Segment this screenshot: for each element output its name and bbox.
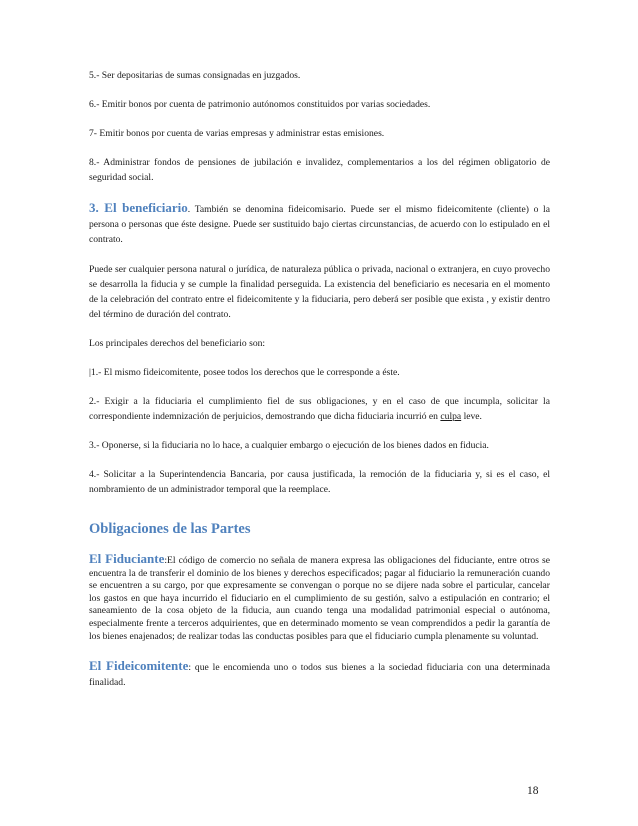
page-content (89, 68, 550, 690)
beneficiario-paragraph: Puede ser cualquier persona natural o jurídica, de naturaleza pública o privada, nacional o extranjera, en cuyo provecho se desarrolla la fiducia y se cumple la finalidad perseguida. La existencia del beneficiario es necesaria en el momento de la celebración del contrato entre el fideicomitente y la fiduciaria, pero deberá ser posible que exista , y existir dentro del término de duración del contrato. (89, 264, 550, 320)
page-number: 18 (527, 785, 539, 797)
rights-intro: Los principales derechos del beneficiario son: (89, 338, 266, 349)
beneficiario-intro-paragraph (89, 200, 550, 247)
beneficiario-heading: 3. El beneficiario (89, 200, 188, 215)
item-7: 7- Emitir bonos por cuenta de varias empresas y administrar estas emisiones. (89, 128, 385, 139)
fiduciante-paragraph (89, 553, 550, 643)
item-8: 8.- Administrar fondos de pensiones de jubilación e invalidez, complementarios a los del régimen obligatorio de seguridad social. (89, 157, 550, 183)
right-4: 4.- Solicitar a la Superintendencia Bancaria, por causa justificada, la remoción de la fiduciaria y, si es el caso, el nombramiento de un administrador temporal que la reemplace. (89, 469, 550, 495)
right-2-text: 2.- Exigir a la fiduciaria el cumplimiento fiel de sus obligaciones, y en el caso de que incumpla, solicitar la correspondiente indemnización de perjuicios, demostrando que dicha fiduciaria incurrió en (89, 396, 550, 422)
item-5: 5.- Ser depositarias de sumas consignadas en juzgados. (89, 70, 301, 81)
fiduciante-text: :El código de comercio no señala de manera expresa las obligaciones del fiduciante, entre otros se encuentra la de transferir el dominio de los bienes y derechos especificados; pagar al fiduciario la remuneración cuando se encuentren a su cargo, por que expresamente se convengan o porque no se dijere nada sobre el particular, cancelar los gastos en que haya incurrido el fiduciario en el cumplimiento de su gestión, salvo a estipulación en contrario; el saneamiento de la cosa objeto de la fiducia, aun cuando tenga una modalidad patrimonial especial o autónoma, especialmente frente a terceros adquirientes, que en determinado momento se vean comprendidos a pedir la garantía de los bienes enajenados; de realizar todas las conductas posibles para que el fiduciario cumpla plenamente su voluntad. (89, 555, 550, 642)
beneficiario-intro-text: . También se denomina fideicomisario. Puede ser el mismo fideicomitente (cliente) o la persona o personas que éste designe. Puede ser sustituido bajo ciertas circunstancias, de acuerdo con lo estipulado en el contrato. (89, 204, 550, 245)
obligaciones-heading: Obligaciones de las Partes (89, 521, 251, 537)
fideicomitente-text: : que le encomienda uno o todos sus bienes a la sociedad fiduciaria con una determinada finalidad. (89, 662, 550, 689)
right-2 (89, 394, 550, 424)
right-1: |1.- El mismo fideicomitente, posee todos los derechos que le corresponde a éste. (89, 367, 400, 378)
fiduciante-heading: El Fiduciante (89, 551, 165, 566)
fideicomitente-paragraph (89, 658, 550, 690)
culpa-link[interactable]: culpa (440, 411, 462, 422)
fideicomitente-heading: El Fideicomitente (89, 658, 189, 674)
right-3: 3.- Oponerse, si la fiduciaria no lo hace, a cualquier embargo o ejecución de los bienes dados en fiducia. (89, 440, 489, 451)
item-6: 6.- Emitir bonos por cuenta de patrimonio autónomos constituidos por varias sociedades. (89, 99, 431, 110)
right-2-text-end: leve. (461, 411, 482, 422)
